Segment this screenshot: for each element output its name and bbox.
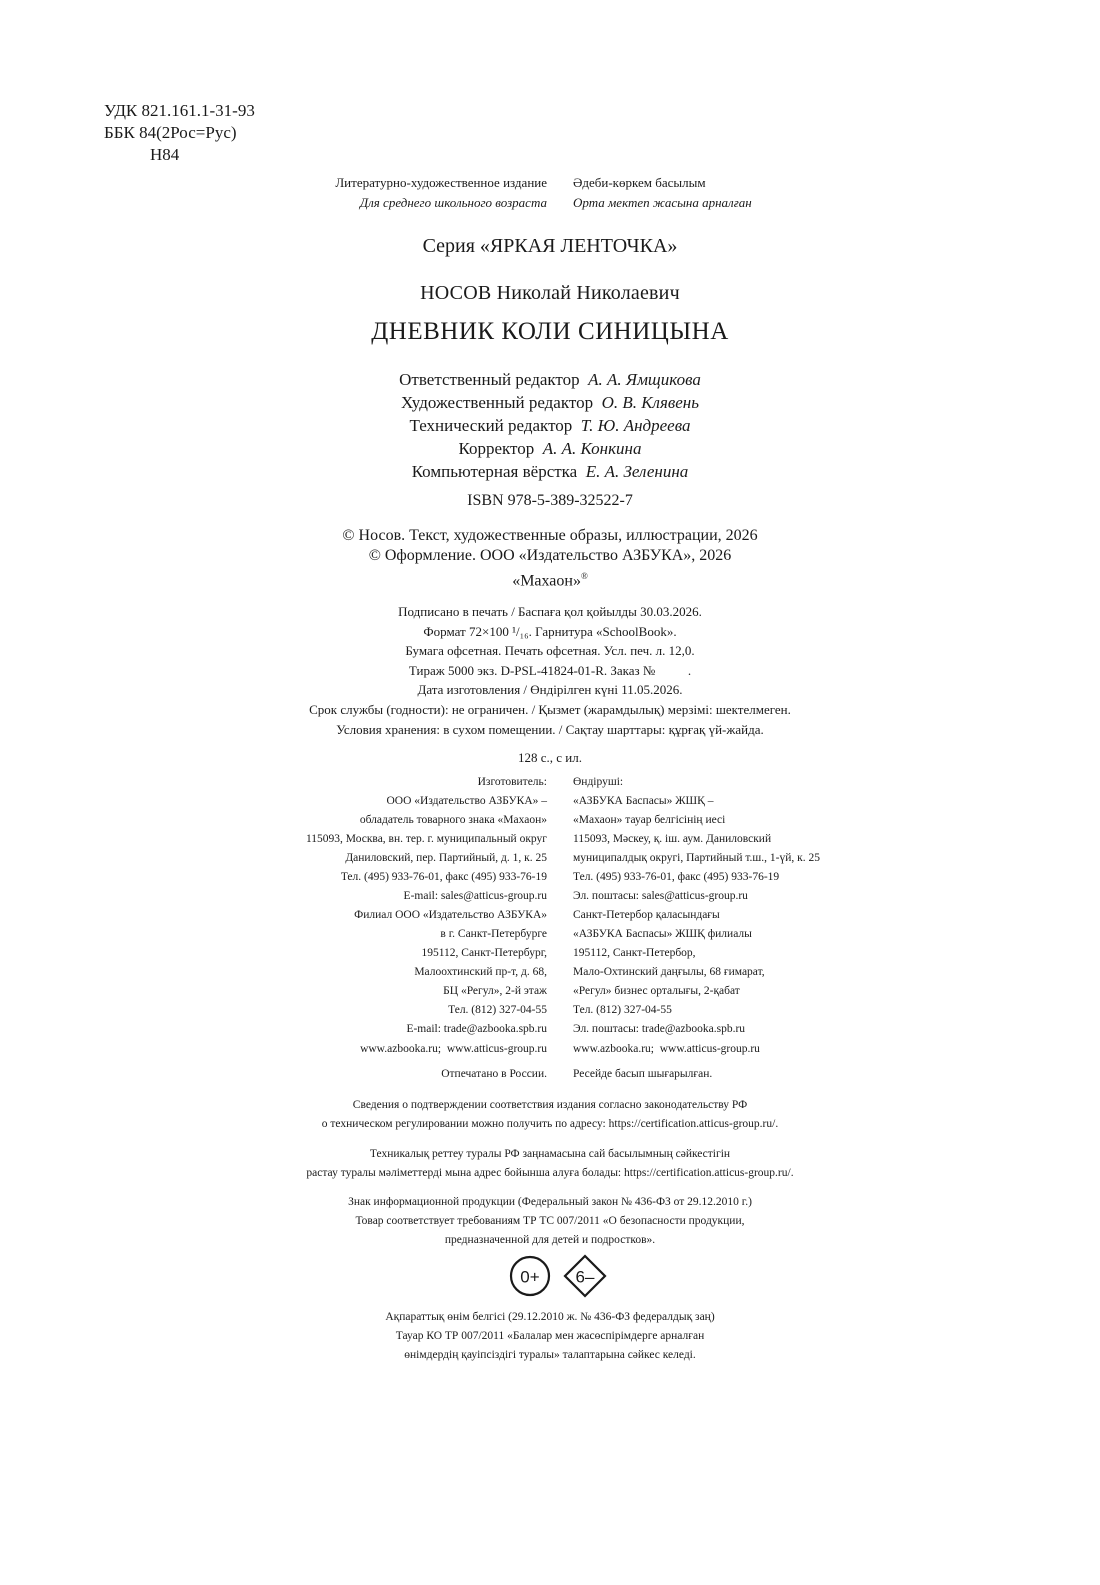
manufacturer-ru-line: Изготовитель: bbox=[477, 776, 547, 788]
manufacturer-ru-line: Даниловский, пер. Партийный, д. 1, к. 25 bbox=[345, 852, 547, 864]
copyright-text: © Носов. Текст, художественные образы, иллюстрации, 2026 bbox=[342, 527, 758, 544]
manufacturer-ru-line: 115093, Москва, вн. тер. г. муниципальный округ bbox=[305, 833, 547, 845]
credit-line bbox=[0, 437, 1100, 460]
credit-line bbox=[0, 414, 1100, 437]
credit-role: Компьютерная вёрстка bbox=[411, 462, 578, 481]
credit-name: О. В. Клявень bbox=[601, 393, 699, 412]
credit-role: Художественный редактор bbox=[401, 393, 594, 412]
age-badge-6-text: 6– bbox=[575, 1267, 595, 1287]
edition-type-ru: Литературно-художественное издание bbox=[335, 175, 547, 190]
branch-ru-line: Филиал ООО «Издательство АЗБУКА» bbox=[354, 909, 547, 921]
branch-kk-line: Санкт-Петербор қаласындағы bbox=[573, 909, 720, 921]
certification-kk-line: растау туралы мәліметтерді мына адрес бойынша алуға болады: https://certification.atticus-group.ru/. bbox=[306, 1167, 794, 1179]
branch-ru-line: Малоохтинский пр-т, д. 68, bbox=[414, 966, 547, 978]
branch-ru-line: Тел. (812) 327-04-55 bbox=[448, 1004, 547, 1016]
page-count: 128 с., с ил. bbox=[518, 750, 582, 765]
manufacturer-ru-line: Тел. (495) 933-76-01, факс (495) 933-76-19 bbox=[340, 871, 547, 883]
certification-ru bbox=[0, 1096, 1100, 1134]
age-ru: Для среднего школьного возраста bbox=[359, 195, 547, 210]
manufacturer-kk-line: 115093, Мәскеу, қ. іш. аум. Даниловский bbox=[573, 833, 772, 845]
credit-role: Корректор bbox=[458, 439, 535, 458]
udk-code: УДК 821.161.1-31-93 bbox=[104, 101, 255, 120]
branch-kk-line: 195112, Санкт-Петербор, bbox=[573, 947, 696, 959]
trademark-name: «Махаон» bbox=[512, 572, 581, 590]
branch-kk-email: Эл. поштасы: trade@azbooka.spb.ru bbox=[573, 1023, 746, 1035]
series-title: Серия «ЯРКАЯ ЛЕНТОЧКА» bbox=[422, 235, 678, 257]
copyright-design: © Оформление. ООО «Издательство АЗБУКА», 2026 bbox=[368, 547, 732, 564]
imprint-block bbox=[0, 602, 1100, 739]
credit-line bbox=[0, 391, 1100, 414]
manufacturer-kk-line: муниципалдық округі, Партийный т.ш., 1-үй, к. 25 bbox=[573, 852, 820, 864]
age-kk: Орта мектеп жасына арналған bbox=[573, 195, 752, 210]
manufacturer-kk-line: Өндіруші: bbox=[573, 776, 624, 788]
printed-ru: Отпечатано в России. bbox=[441, 1068, 547, 1080]
branch-kk-line: «АЗБУКА Баспасы» ЖШҚ филиалы bbox=[573, 928, 752, 940]
info-sign-kk-line: Тауар КО ТР 007/2011 «Балалар мен жасөспірімдерге арналған bbox=[395, 1330, 705, 1342]
imprint-line: Формат 72×100 ¹/₁₆. Гарнитура «SchoolBook». bbox=[423, 623, 677, 639]
age-badge-0-plus bbox=[511, 1257, 549, 1295]
credit-name: А. А. Конкина bbox=[542, 439, 642, 458]
printed-kk: Ресейде басып шығарылған. bbox=[573, 1068, 713, 1080]
book-title: ДНЕВНИК КОЛИ СИНИЦЫНА bbox=[371, 318, 729, 345]
age-rating-badges bbox=[508, 1253, 614, 1299]
imprint-line: Бумага офсетная. Печать офсетная. Усл. печ. л. 12,0. bbox=[405, 643, 695, 659]
credit-line bbox=[0, 460, 1100, 483]
imprint-line: Подписано в печать / Баспаға қол қойылды 30.03.2026. bbox=[398, 604, 702, 619]
imprint-line: Дата изготовления / Өндірілген күні 11.05.2026. bbox=[417, 682, 683, 698]
credit-name: А. А. Ямщикова bbox=[588, 370, 701, 389]
copyright-block bbox=[0, 526, 1100, 591]
bbk-code: ББК 84(2Рос=Рус) bbox=[104, 123, 237, 142]
certification-ru-line: Сведения о подтверждении соответствия издания согласно законодательству РФ bbox=[352, 1099, 748, 1111]
branch-ru-line: 195112, Санкт-Петербург, bbox=[421, 947, 547, 959]
certification-kk bbox=[0, 1145, 1100, 1183]
branch-ru-line: в г. Санкт-Петербурге bbox=[440, 928, 547, 940]
credits-block bbox=[0, 368, 1100, 483]
age-badge-6 bbox=[565, 1256, 605, 1296]
info-sign-ru-line: Товар соответствует требованиям ТР ТС 007/2011 «О безопасности продукции, bbox=[355, 1215, 745, 1227]
certification-kk-line: Техникалық реттеу туралы РФ заңнамасына сай басылымның сәйкестігін bbox=[369, 1148, 731, 1160]
age-badge-0-plus-text: 0+ bbox=[520, 1267, 540, 1287]
branch-kk-line: Тел. (812) 327-04-55 bbox=[573, 1004, 672, 1016]
manufacturer-kk-line: «АЗБУКА Баспасы» ЖШҚ – bbox=[573, 795, 714, 807]
certification-ru-line: о техническом регулировании можно получить по адресу: https://certification.atticus-group.ru/. bbox=[321, 1118, 779, 1130]
credit-role: Технический редактор bbox=[409, 416, 573, 435]
author-name: НОСОВ Николай Николаевич bbox=[420, 282, 680, 304]
manufacturer-ru-email: E-mail: sales@atticus-group.ru bbox=[403, 890, 547, 902]
isbn: ISBN 978-5-389-32522-7 bbox=[467, 492, 633, 509]
manufacturer-kk-email: Эл. поштасы: sales@atticus-group.ru bbox=[573, 890, 748, 902]
info-sign-ru-line: Знак информационной продукции (Федеральный закон № 436-ФЗ от 29.12.2010 г.) bbox=[348, 1196, 752, 1208]
imprint-line: Условия хранения: в сухом помещении. / Сақтау шарттары: құрғақ үй-жайда. bbox=[336, 721, 764, 737]
trademark-line bbox=[0, 566, 1100, 591]
manufacturer-kk-line: Тел. (495) 933-76-01, факс (495) 933-76-19 bbox=[573, 871, 780, 883]
websites-ru: www.azbooka.ru; www.atticus-group.ru bbox=[360, 1043, 547, 1055]
branch-ru-email: E-mail: trade@azbooka.spb.ru bbox=[406, 1023, 547, 1035]
imprint-line: Срок службы (годности): не ограничен. / Қызмет (жарамдылық) мерзімі: шектелмеген. bbox=[309, 701, 791, 717]
credit-line bbox=[0, 368, 1100, 391]
branch-kk-line: «Регул» бизнес орталығы, 2-қабат bbox=[573, 985, 740, 997]
credit-name: Т. Ю. Андреева bbox=[580, 416, 691, 435]
info-sign-kk-line: өнімдердің қауіпсіздігі туралы» талаптарына сәйкес келеді. bbox=[404, 1349, 696, 1361]
branch-kk-line: Мало-Охтинский даңғылы, 68 ғимарат, bbox=[573, 966, 765, 978]
info-sign-ru bbox=[0, 1193, 1100, 1250]
info-sign-kk-line: Ақпараттық өнім белгісі (29.12.2010 ж. № 436-ФЗ федералдық заң) bbox=[385, 1311, 715, 1323]
branch-ru-line: БЦ «Регул», 2-й этаж bbox=[443, 985, 547, 997]
classification-block bbox=[104, 100, 255, 166]
websites-kk: www.azbooka.ru; www.atticus-group.ru bbox=[573, 1043, 760, 1055]
info-sign-ru-line: предназначенной для детей и подростков». bbox=[444, 1234, 656, 1246]
credit-name: Е. А. Зеленина bbox=[585, 462, 689, 481]
manufacturer-ru-line: обладатель товарного знака «Махаон» bbox=[359, 814, 547, 826]
manufacturer-kk-line: «Махаон» тауар белгісінің иесі bbox=[573, 814, 726, 826]
credit-role: Ответственный редактор bbox=[399, 370, 580, 389]
manufacturer-ru-line: ООО «Издательство АЗБУКА» – bbox=[386, 795, 547, 807]
info-sign-kk bbox=[0, 1308, 1100, 1365]
imprint-line: Тираж 5000 экз. D-PSL-41824-01-R. Заказ № . bbox=[408, 662, 692, 678]
edition-type-kk: Әдеби-көркем басылым bbox=[573, 175, 706, 190]
author-mark: Н84 bbox=[150, 145, 180, 164]
registered-mark: ® bbox=[580, 571, 588, 581]
